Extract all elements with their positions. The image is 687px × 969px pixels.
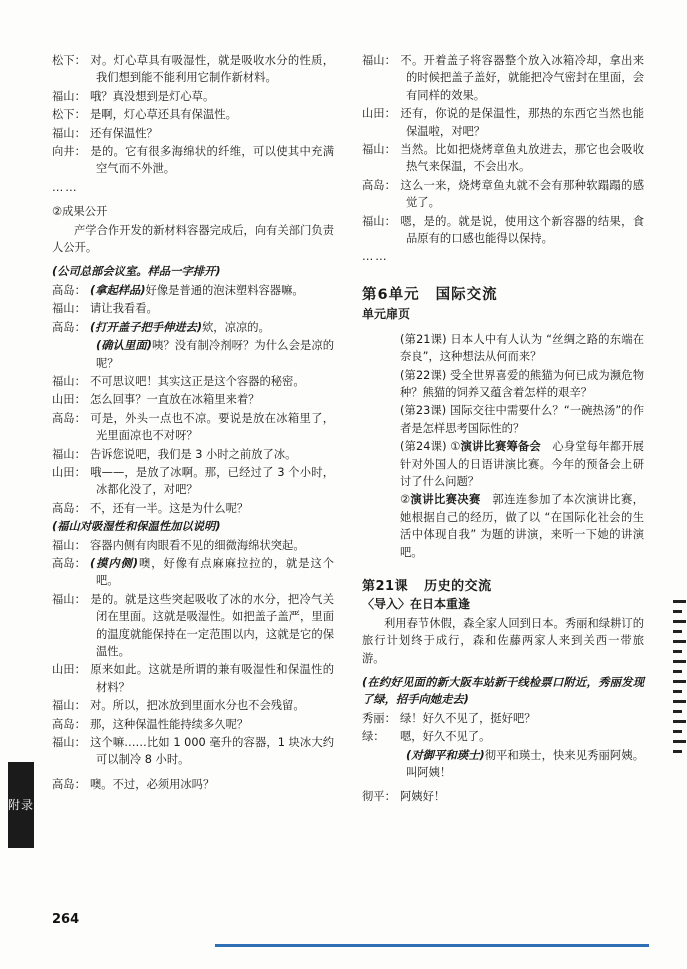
dialog-text: 请让我看看。 xyxy=(90,302,158,316)
speaker-label: 福山： xyxy=(52,126,86,140)
unit-heading xyxy=(362,287,644,304)
speaker-label: 福山： xyxy=(52,302,86,316)
dialog-text: 哦——，是放了冰啊。那，已经过了 3 个小时，冰都化没了，对吧？ xyxy=(90,465,334,497)
dialog-line xyxy=(362,747,644,782)
dialog-line xyxy=(362,52,644,104)
dialog-text: 对。所以，把冰放到里面水分也不会残留。 xyxy=(90,699,305,713)
dialog-line xyxy=(52,143,334,178)
dialog-text: 是的。它有很多海绵状的纤维，可以使其中充满空气而不外泄。 xyxy=(90,145,334,176)
right-column xyxy=(362,52,644,897)
unit-number: 第6单元 xyxy=(362,286,420,303)
dialog-text: 原来如此。这就是所谓的兼有吸湿性和保温性的材料？ xyxy=(90,663,334,694)
item-prefix: (第24课) ① xyxy=(400,440,461,454)
lesson-heading xyxy=(362,578,644,595)
dialog-line xyxy=(52,125,334,142)
dialog-text: 告诉您说吧，我们是 3 小时之前放了冰。 xyxy=(90,447,297,461)
dialog-line xyxy=(52,88,334,105)
dialog-line xyxy=(52,446,334,463)
lesson-list-item: (第23课) 国际交往中需要什么？“一碗热汤”的作者是怎样思考国际性的？ xyxy=(400,404,644,435)
left-column xyxy=(52,52,334,897)
dialog-text: 噢，好像有点麻麻拉拉的，就是这个吧。 xyxy=(96,556,334,588)
dialog-line xyxy=(52,716,334,733)
ellipsis: …… xyxy=(52,180,79,194)
dialog-line xyxy=(52,464,334,499)
speaker-label: 福山： xyxy=(362,214,396,228)
stage-direction: (在约好见面的新大阪车站新干线检票口附近，秀丽发现了绿，招手向她走去) xyxy=(362,676,644,707)
stage-direction: (确认里面) xyxy=(96,339,152,353)
dialog-line xyxy=(52,776,334,793)
lesson-subheading: 〈导入〉在日本重逢 xyxy=(362,597,471,612)
dialog-text: 绿！好久不见了，挺好吧？ xyxy=(400,711,536,725)
speaker-label: 高岛： xyxy=(52,777,86,791)
dialog-line xyxy=(362,213,644,248)
dialog-line xyxy=(52,661,334,696)
lesson-list-item: (第21课) 日本人中有人认为 “丝绸之路的东端在奈良”，这种想法从何而来？ xyxy=(400,332,644,364)
speaker-label: 秀丽： xyxy=(362,711,396,725)
dialog-text: 不，还有一半。这是为什么呢？ xyxy=(90,501,249,515)
dialog-line xyxy=(52,500,334,517)
speaker-label: 福山： xyxy=(52,736,86,750)
dialog-line xyxy=(52,591,334,661)
stage-direction: (公司总部会议室。样品一字排开) xyxy=(52,265,221,279)
dialog-text: 可是，外头一点也不凉。要说是放在冰箱里了，光里面凉也不对呀？ xyxy=(90,411,334,443)
dialog-text: 容器内侧有肉眼看不见的细微海绵状突起。 xyxy=(90,538,305,552)
dialog-text: 对。灯心草具有吸湿性，就是吸收水分的性质，我们想到能不能利用它制作新材料。 xyxy=(90,54,334,85)
speaker-label: 福山： xyxy=(52,447,86,461)
ellipsis: …… xyxy=(362,250,389,264)
dialog-line xyxy=(52,106,334,123)
dialog-line xyxy=(362,105,644,140)
dialog-text: 咦？没有制冷剂呀？为什么会是凉的呢？ xyxy=(96,339,334,370)
lesson-list-item: (第22课) 受全世界喜爱的熊猫为何已成为濒危物种？熊猫的饲养又蕴含着怎样的艰辛？ xyxy=(400,368,644,399)
dialog-text: 那，这种保温性能持续多久呢？ xyxy=(90,717,249,731)
page-columns xyxy=(52,52,644,897)
dialog-text: 这个嘛……比如 1 000 毫升的容器，1 块冰大约可以制冷 8 小时。 xyxy=(90,736,334,767)
speaker-label: 高岛： xyxy=(52,556,86,570)
dialog-line xyxy=(52,555,334,590)
lesson-title: 历史的交流 xyxy=(424,578,492,594)
dialog-line xyxy=(362,177,644,212)
dialog-line xyxy=(52,300,334,317)
dialog-text: 不可思议吧！其实这正是这个容器的秘密。 xyxy=(90,374,305,388)
dialog-text: 嗯，是的。就是说，使用这个新容器的结果，食品原有的口感也能得以保持。 xyxy=(400,214,644,246)
dialog-line xyxy=(52,52,334,87)
lesson-body: 利用春节休假，森全家人回到日本。秀丽和绿耕订的旅行计划终于成行，森和佐藤两家人来到关西一带旅游。 xyxy=(362,616,644,665)
dialog-line xyxy=(362,788,644,805)
item-text: 郭连连参加了本次演讲比赛，她根据自己的经历，做了以 “在国际化社会的生活中体现自我” 为题的讲演，来听一下她的讲演吧。 xyxy=(400,493,644,559)
section-title: ②成果公开 xyxy=(52,205,108,219)
unit-subheading: 单元扉页 xyxy=(362,307,411,322)
item-text: 心身堂每年都开展针对外国人的日语讲演比赛。今年的预备会上研讨了什么问题？ xyxy=(400,440,644,488)
speaker-label: 松下： xyxy=(52,54,86,67)
dialog-line xyxy=(52,537,334,554)
dialog-text: 不。开着盖子将容器整个放入冰箱冷却，拿出来的时候把盖子盖好，就能把冷气密封在里面，会有同样的效果。 xyxy=(400,54,644,102)
dialog-line xyxy=(52,373,334,390)
dialog-text: 欸，凉凉的。 xyxy=(202,320,270,334)
lesson-list-item xyxy=(362,438,644,490)
dialog-text: 还有，你说的是保温性，那热的东西它当然也能保温啦，对吧？ xyxy=(400,107,644,138)
dialog-line xyxy=(52,410,334,445)
speaker-label: 绿： xyxy=(362,730,385,744)
dialog-line xyxy=(362,141,644,176)
dialog-text: 这么一来，烧烤章鱼丸就不会有那种软蹋蹋的感觉了。 xyxy=(400,178,644,210)
dialog-line xyxy=(362,710,644,727)
unit-title: 国际交流 xyxy=(435,286,498,303)
speaker-label: 福山： xyxy=(362,143,396,157)
dialog-text: 哦？真没想到是灯心草。 xyxy=(90,89,215,103)
speaker-label: 高岛： xyxy=(52,411,86,425)
dialog-line xyxy=(52,391,334,408)
dialog-text: 彻平和瑛士，快来见秀丽阿姨。叫阿姨！ xyxy=(406,748,644,780)
dialog-text: 还有保温性？ xyxy=(90,126,158,140)
dialog-text: 嗯，好久不见了。 xyxy=(400,730,491,744)
speaker-label: 山田： xyxy=(52,663,86,677)
dialog-text: 阿姨好！ xyxy=(400,790,446,804)
speaker-label: 福山： xyxy=(52,89,86,103)
dialog-line xyxy=(52,337,334,372)
speaker-label: 高岛： xyxy=(52,283,86,297)
speaker-label: 高岛： xyxy=(52,501,86,515)
dialog-text: 当然。比如把烧烤章鱼丸放进去，那它也会吸收热气来保温，不会出水。 xyxy=(400,143,644,174)
speaker-label: 福山： xyxy=(52,538,86,552)
stage-direction: (对御平和瑛士) xyxy=(406,748,485,762)
speaker-label: 山田： xyxy=(52,465,86,479)
speaker-label: 福山： xyxy=(362,54,396,67)
footer-rule xyxy=(215,944,649,947)
stage-direction: (福山对吸湿性和保温性加以说明) xyxy=(52,520,221,534)
dialog-line xyxy=(52,734,334,769)
stage-direction: (打开盖子把手伸进去) xyxy=(90,320,202,334)
dialog-text: 怎么回事？一直放在冰箱里来着？ xyxy=(90,393,260,407)
dialog-text: 是的。就是这些突起吸收了冰的水分，把冷气关闭在里面。这就是吸湿性。如把盖子盖严，里面的温度就能保持在一定范围以内，这就是它的保温性。 xyxy=(90,592,334,658)
page-number: 264 xyxy=(52,912,80,927)
dialog-line xyxy=(52,319,334,336)
speaker-label: 福山： xyxy=(52,374,86,388)
dialog-text: 好像是普通的泡沫塑料容器嘛。 xyxy=(145,283,304,297)
edge-index-marks xyxy=(673,600,687,780)
speaker-label: 高岛： xyxy=(362,178,396,192)
side-tab-appendix: 附录 xyxy=(8,762,34,848)
section-body: 产学合作开发的新材料容器完成后，向有关部门负责人公开。 xyxy=(52,223,334,255)
item-title: 演讲比赛决赛 xyxy=(410,493,481,507)
speaker-label: 彻平： xyxy=(362,790,396,804)
speaker-label: 高岛： xyxy=(52,717,86,731)
speaker-label: 山田： xyxy=(52,393,86,407)
item-prefix: ② xyxy=(400,493,411,507)
speaker-label: 山田： xyxy=(362,107,396,121)
speaker-label: 松下： xyxy=(52,108,86,122)
speaker-label: 高岛： xyxy=(52,320,86,334)
lesson-number: 第21课 xyxy=(362,578,409,594)
dialog-text: 噢。不过，必须用冰吗？ xyxy=(90,777,215,791)
speaker-label: 向井： xyxy=(52,145,86,159)
stage-direction: (摸内侧) xyxy=(90,556,139,570)
stage-direction: (拿起样品) xyxy=(90,283,146,297)
dialog-line xyxy=(362,728,644,745)
lesson-list-item xyxy=(362,491,644,561)
item-title: 演讲比赛筹备会 xyxy=(460,440,541,454)
dialog-line xyxy=(52,282,334,299)
speaker-label: 福山： xyxy=(52,699,86,713)
speaker-label: 福山： xyxy=(52,592,86,606)
dialog-line xyxy=(52,697,334,714)
dialog-text: 是啊，灯心草还具有保温性。 xyxy=(90,108,237,122)
